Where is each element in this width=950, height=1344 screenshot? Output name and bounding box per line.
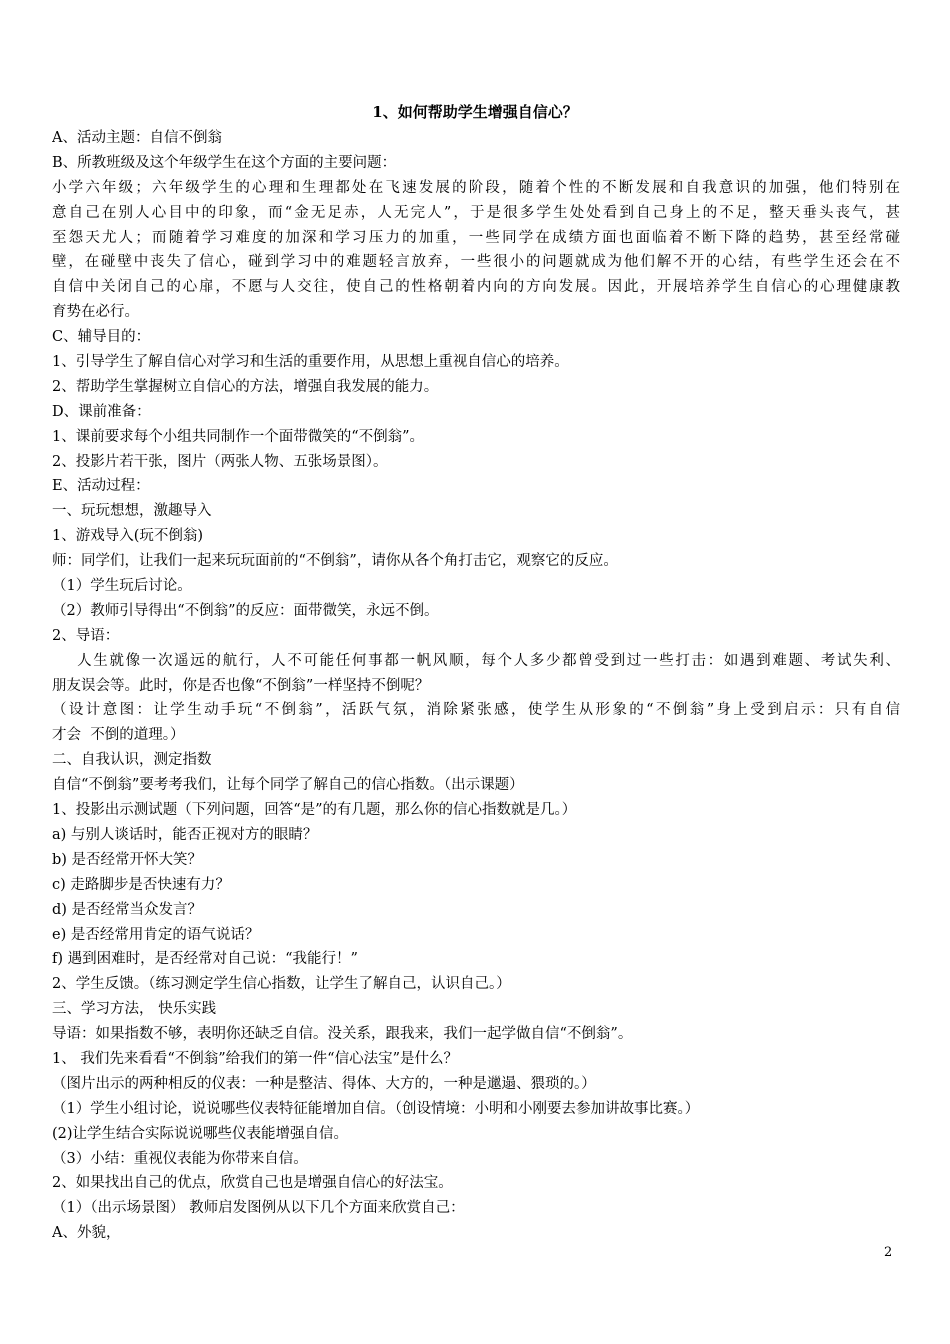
text-line: b) 是否经常开怀大笑？ — [52, 851, 203, 868]
text-line: 1、投影出示测试题（下列问题，回答“是”的有几题，那么你的信心指数就是几。） — [52, 802, 577, 819]
text-line: 意自己在别人心目中的印象，而“金无足赤，人无完人”，于是很多学生处处看到自己身上的不足，整天垂头丧气，甚 — [52, 204, 900, 221]
text-line: （1）学生小组讨论，说说哪些仪表特征能增加自信。（创设情境：小明和小刚要去参加讲故事比赛。） — [52, 1100, 700, 1117]
text-line: 导语：如果指数不够，表明你还缺乏自信。没关系，跟我来，我们一起学做自信“不倒翁”。 — [52, 1026, 633, 1043]
text-line: f) 遇到困难时，是否经常对自己说：“我能行！” — [52, 951, 358, 968]
text-line: 小学六年级；六年级学生的心理和生理都处在飞速发展的阶段，随着个性的不断发展和自我意识的加强，他们特别在 — [52, 179, 900, 196]
text-line: 至怨天尤人；而随着学习难度的加深和学习压力的加重，一些同学在成绩方面也面临着不断下降的趋势，甚至经常碰 — [52, 229, 900, 246]
text-line: （设计意图：让学生动手玩“不倒翁”，活跃气氛，消除紧张感，使学生从形象的“不倒翁”身上受到启示：只有自信 — [52, 702, 900, 719]
text-line: 朋友误会等。此时，你是否也像“不倒翁”一样坚持不倒呢？ — [52, 677, 430, 694]
text-line: 1、游戏导入(玩不倒翁) — [52, 528, 204, 545]
text-line: 2、导语： — [52, 627, 120, 644]
text-line: 2、学生反馈。（练习测定学生信心指数，让学生了解自己，认识自己。） — [52, 976, 511, 993]
page-number: 2 — [884, 1245, 893, 1260]
text-line: 育势在必行。 — [52, 304, 139, 321]
text-line: 人生就像一次遥远的航行，人不可能任何事都一帆风顺，每个人多少都曾受到过一些打击：如遇到难题、考试失利、 — [52, 652, 900, 669]
text-line: 2、帮助学生掌握树立自信心的方法，增强自我发展的能力。 — [52, 378, 439, 395]
text-line: 一、玩玩想想，激趣导入 — [52, 503, 212, 520]
text-line: d) 是否经常当众发言？ — [52, 901, 203, 918]
text-line: 2、投影片若干张，图片（两张人物、五张场景图）。 — [52, 453, 388, 470]
text-line: c) 走路脚步是否快速有力？ — [52, 876, 230, 893]
text-line: D、课前准备： — [52, 403, 151, 420]
document-title: 1、如何帮助学生增强自信心？ — [372, 103, 578, 121]
text-line: 三、学习方法， 快乐实践 — [52, 1001, 217, 1018]
text-line: 2、如果找出自己的优点，欣赏自己也是增强自信心的好法宝。 — [52, 1175, 453, 1192]
text-line: a) 与别人谈话时，能否正视对方的眼睛？ — [52, 826, 318, 843]
text-line: 自信中关闭自己的心扉，不愿与人交往，使自己的性格朝着内向的方向发展。因此，开展培养学生自信心的心理健康教 — [52, 279, 900, 296]
text-line: 师：同学们，让我们一起来玩玩面前的“不倒翁”，请你从各个角打击它，观察它的反应。 — [52, 553, 618, 570]
text-line: （2）教师引导得出“不倒翁”的反应：面带微笑，永远不倒。 — [52, 602, 439, 619]
text-line: e) 是否经常用肯定的语气说话？ — [52, 926, 260, 943]
text-line: 1、课前要求每个小组共同制作一个面带微笑的“不倒翁”。 — [52, 428, 425, 445]
text-line: E、活动过程： — [52, 478, 150, 495]
text-line: （3）小结：重视仪表能为你带来自信。 — [52, 1150, 308, 1167]
text-line: 自信“不倒翁”要考考我们，让每个同学了解自己的信心指数。（出示课题） — [52, 777, 524, 794]
document-body — [52, 126, 900, 1246]
text-line: B、所教班级及这个年级学生在这个方面的主要问题： — [52, 154, 397, 171]
text-line: （图片出示的两种相反的仪表：一种是整洁、得体、大方的，一种是邋遢、猥琐的。） — [52, 1075, 596, 1092]
text-line: 二、自我认识，测定指数 — [52, 752, 212, 769]
text-line: C、辅导目的： — [52, 329, 151, 346]
text-line: 才会 不倒的道理。） — [52, 727, 185, 744]
text-line: 1、 我们先来看看“不倒翁”给我们的第一件“信心法宝”是什么？ — [52, 1050, 458, 1067]
text-line: （1）（出示场景图） 教师启发图例从以下几个方面来欣赏自己： — [52, 1200, 465, 1217]
text-line: A、外貌， — [52, 1225, 121, 1242]
text-line: A、活动主题：自信不倒翁 — [52, 130, 222, 146]
text-line: (2)让学生结合实际说说哪些仪表能增强自信。 — [52, 1125, 349, 1142]
text-line: （1）学生玩后讨论。 — [52, 578, 192, 595]
text-line: 壁，在碰壁中丧失了信心，碰到学习中的难题轻言放弃，一些很小的问题就成为他们解不开的心结，有些学生还会在不 — [52, 254, 900, 271]
text-line: 1、引导学生了解自信心对学习和生活的重要作用，从思想上重视自信心的培养。 — [52, 354, 569, 371]
